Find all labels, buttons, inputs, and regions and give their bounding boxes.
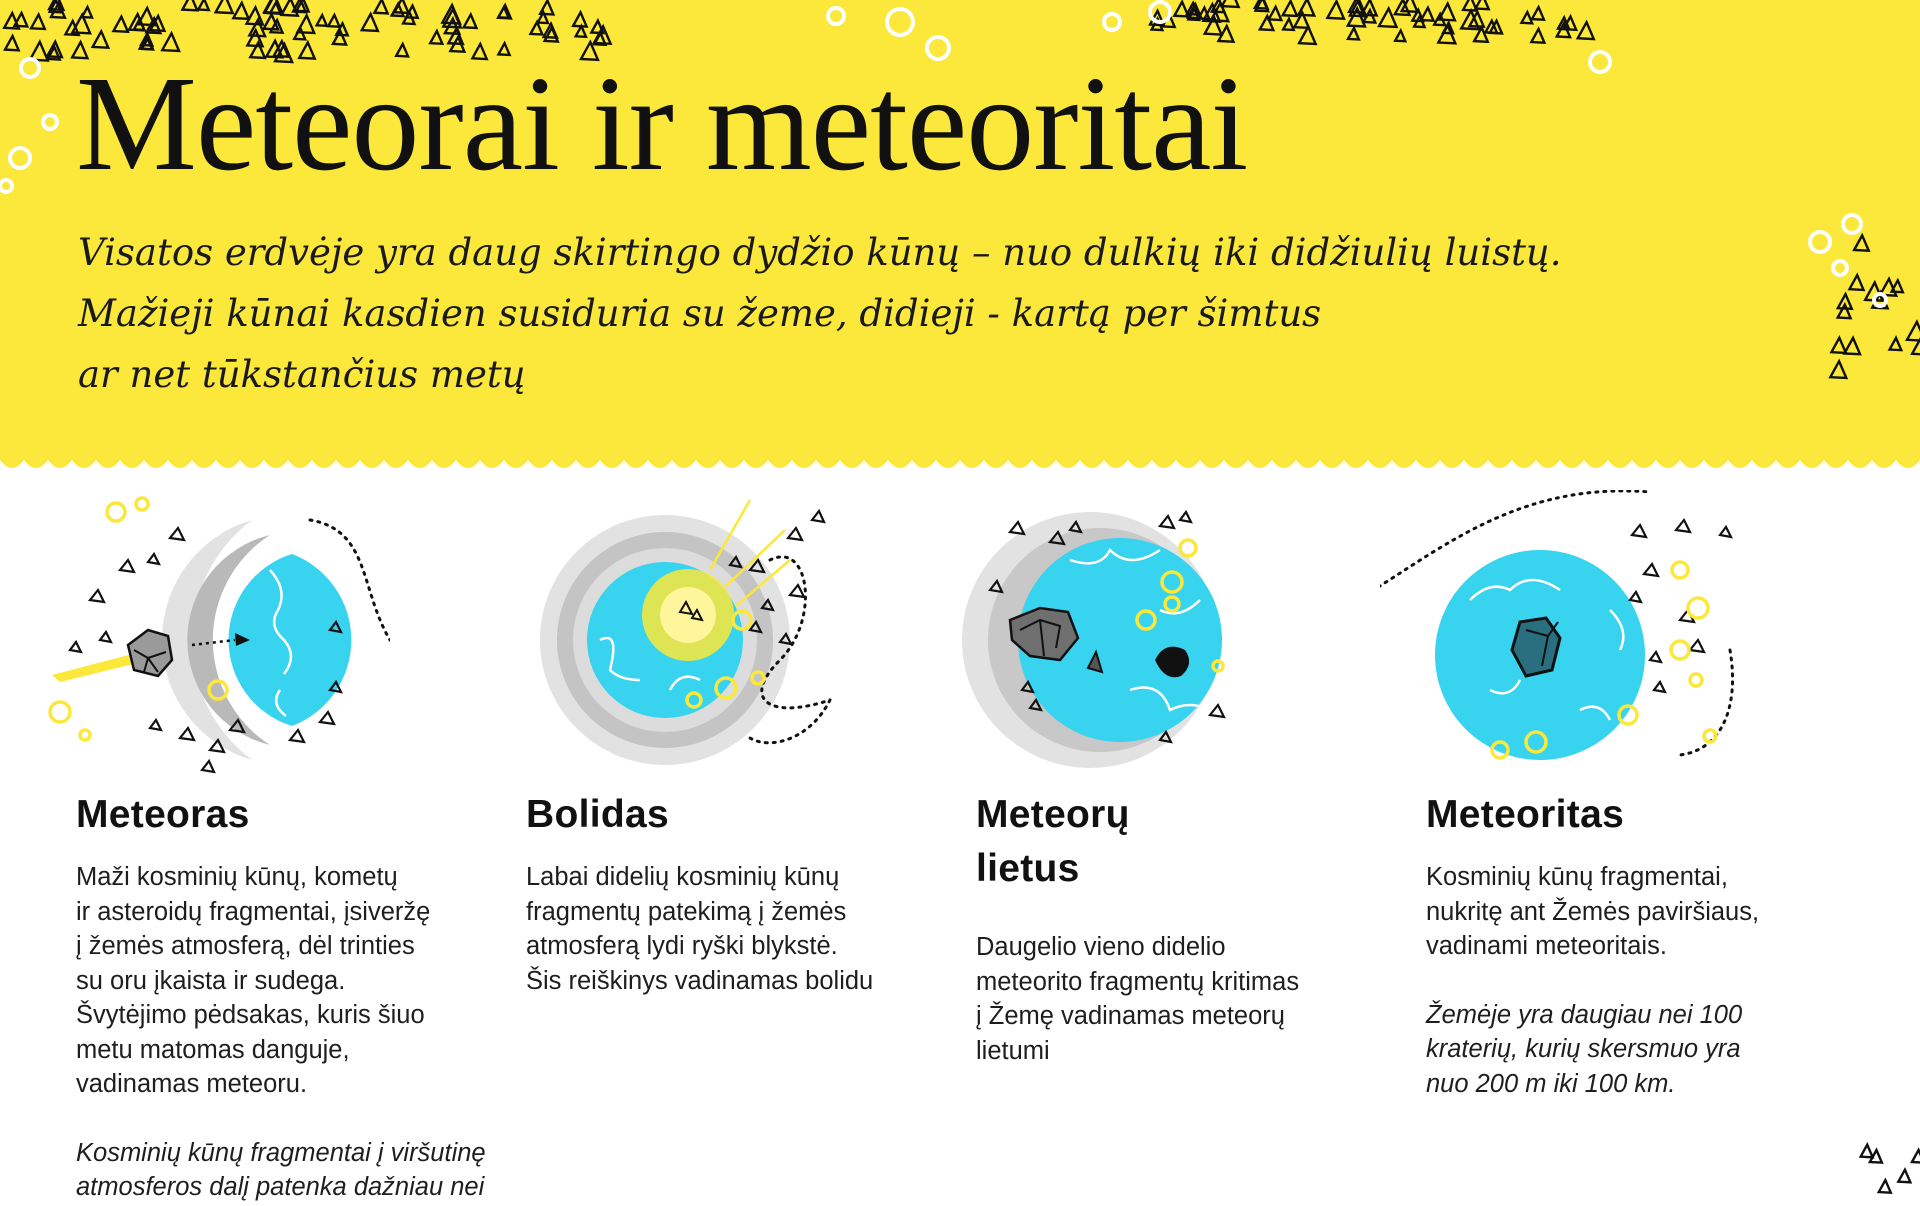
title-line: Meteorų (976, 793, 1130, 836)
column-title (526, 788, 873, 842)
meteorite-illustration (1380, 490, 1740, 790)
title-line: Meteoras (76, 793, 250, 836)
body-line: Kosminių kūnų fragmentai, (1426, 863, 1728, 891)
note-line: kraterių, kurių skersmuo yra (1426, 1035, 1741, 1063)
note-line: nuo 200 m iki 100 km. (1426, 1069, 1676, 1098)
column-title (76, 788, 486, 842)
subtitle-line: Visatos erdvėje yra daug skirtingo dydžio kūnų – nuo dulkių iki didžiulių luistų. (78, 231, 1562, 274)
body-line: nukritę ant Žemės paviršiaus, (1426, 897, 1760, 926)
body-line: fragmentų patekimą į žemės (526, 897, 847, 926)
subtitle-line: ar net tūkstančius metų (78, 353, 526, 396)
note-line: atmosferos dalį patenka dažniau nei (76, 1173, 485, 1201)
body-line: Šis reiškinys vadinamas bolidu (526, 966, 874, 995)
body-line: į žemės atmosferą, dėl trinties (76, 932, 415, 960)
body-line: Maži kosminių kūnų, kometų (76, 863, 398, 891)
note-line: Kosminių kūnų fragmentai į viršutinę (76, 1138, 486, 1167)
note-line: Žemėje yra daugiau nei 100 (1426, 1000, 1743, 1029)
body-line: su oru įkaista ir sudega. (76, 966, 346, 995)
wavy-edge (0, 440, 1920, 480)
title-line: Bolidas (526, 793, 669, 836)
column-title (1426, 788, 1759, 842)
body-line: lietumi (976, 1036, 1050, 1065)
subtitle-line: Mažieji kūnai kasdien susiduria su žeme, didieji - kartą per šimtus (78, 292, 1322, 335)
column-body (976, 930, 1299, 1068)
column-note (1426, 998, 1759, 1102)
column-body (1426, 860, 1759, 964)
body-line: Švytėjimo pėdsakas, kuris šiuo (76, 1001, 425, 1029)
column-meteoritas (1426, 788, 1759, 1101)
body-line: vadinami meteoritais. (1426, 932, 1667, 960)
column-meteoras (76, 788, 486, 1205)
page-title: Meteorai ir meteoritai (76, 49, 1248, 199)
body-line: į Žemę vadinamas meteorų (976, 1002, 1285, 1030)
bolide-illustration (500, 490, 860, 790)
page-subtitle (78, 222, 1638, 405)
title-line: Meteoritas (1426, 793, 1625, 836)
body-line: Daugelio vieno didelio (976, 933, 1226, 961)
body-line: meteorito fragmentų kritimas (976, 967, 1300, 996)
column-note (76, 1136, 486, 1205)
body-line: atmosferą lydi ryški blykstė. (526, 932, 838, 960)
column-bolidas (526, 788, 873, 998)
column-body (526, 860, 873, 998)
title-line: lietus (976, 847, 1080, 890)
body-line: Labai didelių kosminių kūnų (526, 863, 840, 891)
body-line: vadinamas meteoru. (76, 1070, 308, 1098)
body-line: ir asteroidų fragmentai, įsiveržę (76, 897, 431, 926)
column-title (976, 788, 1299, 896)
column-body (76, 860, 486, 1102)
column-meteoru-lietus (976, 788, 1299, 1068)
meteor-shower-illustration (950, 490, 1310, 790)
meteor-entry-illustration (30, 490, 390, 790)
body-line: metu matomas danguje, (76, 1035, 350, 1064)
